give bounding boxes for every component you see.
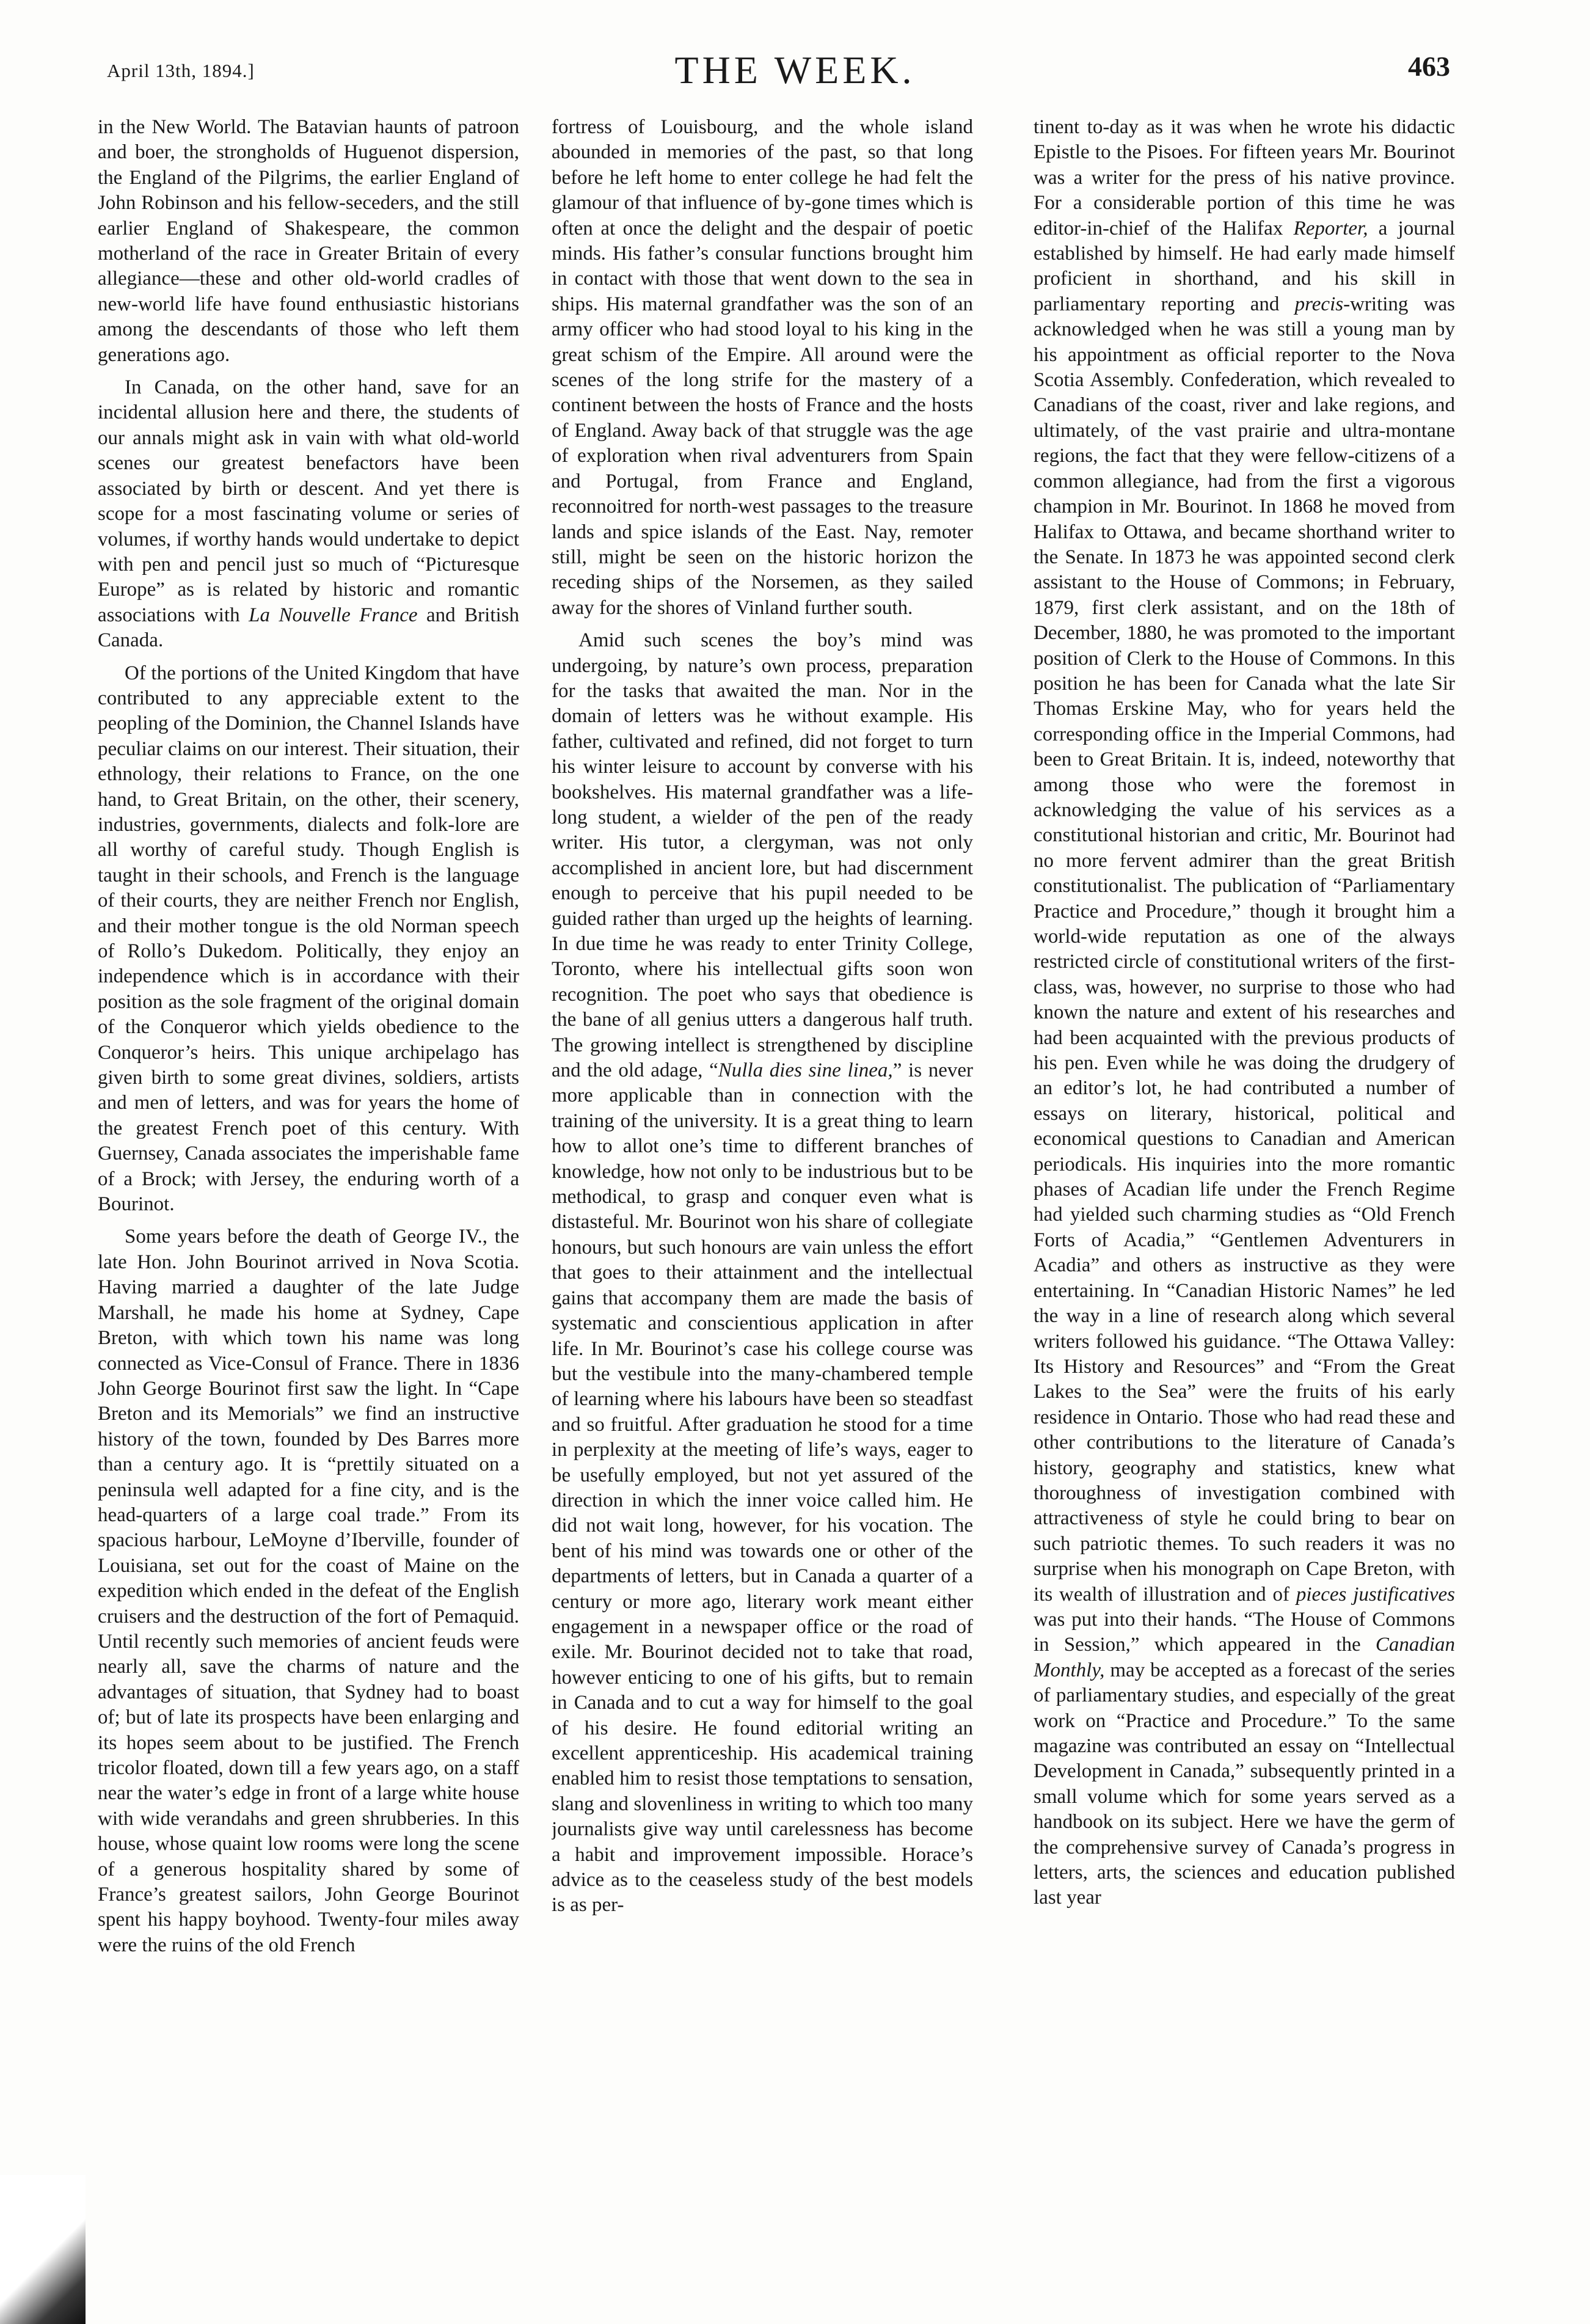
text-column-2 [552, 115, 973, 2290]
publication-title: THE WEEK. [674, 48, 916, 92]
paragraph [98, 375, 519, 653]
text-column-1 [98, 115, 519, 2290]
paragraph: Some years before the death of George IV., the late Hon. John Bourinot arrived in Nova Scotia. Having married a daughter of the late Judge Marshall, he made his home at Sydney, Cape Breton, with which town his name was long connected as Vice-Consul of France. There in 1836 John George Bourinot first saw the light. In “Cape Breton and its Memorials” we find an instructive history of the town, founded by Des Barres more than a century ago. It is “prettily situated on a peninsula well adapted for a fine city, and is the head-quarters of a large coal trade.” From its spacious harbour, LeMoyne d’Iberville, founder of Louisiana, set out for the coast of Maine on the expedition which ended in the defeat of the English cruisers and the destruction of the fort of Pemaquid. Until recently such memories of ancient feuds were nearly all, save the charms of nature and the advantages of situation, that Sydney had to boast of; but of late its prospects have been enlarging and its hopes seem about to be justified. The French tricolor floated, down till a few years ago, on a staff near the water’s edge in front of a large white house with wide verandahs and green shrubberies. In this house, whose quaint low rooms were long the scene of a generous hospitality shared by some of France’s greatest sailors, John George Bourinot spent his happy boyhood. Twenty-four miles away were the ruins of the old French [98, 1226, 519, 1956]
page-edge-shadow [0, 2175, 86, 2324]
italic-text: Canadian Monthly, [1034, 1634, 1455, 1681]
italic-text: pieces justificatives [1296, 1583, 1455, 1606]
page-number: 463 [1408, 51, 1450, 82]
issue-date: April 13th, 1894.] [107, 60, 255, 81]
text-run: -writing was acknowledged when he was still a young man by his appointment as official reporter to the Nova Scotia Assembly. Confederation, which revealed to Canadians of the coast, river and lake regions, and ultimately, of the vast prairie and ultra-montane regions, the fact that they were fellow-citizens of a common allegiance, had from the first a vigorous champion in Mr. Bourinot. In 1868 he moved from Halifax to Ottawa, and became shorthand writer to the Senate. In 1873 he was appointed second clerk assistant to the House of Commons; in February, 1879, first clerk assistant, and on the 18th of December, 1880, he was promoted to the important position of Clerk to the House of Commons. In this position he has been for Canada what the late Sir Thomas Erskine May, who for years held the corresponding office in the Imperial Commons, had been to Great Britain. It is, indeed, noteworthy that among those who were the foremost in acknowledging the value of his services as a constitutional historian and critic, Mr. Bourinot had no more fervent admirer than the great British constitutionalist. The publication of “Parliamentary Practice and Procedure,” though it brought him a world-wide reputation as one of the always restricted circle of constitutional writers of the first-class, was, however, no surprise to those who had known the nature and extent of his researches and had been acquainted with the previous products of his pen. Even while he was doing the drudgery of an editor’s lot, he had contributed a number of essays on literary, historical, political and economical questions to Canadian and American periodicals. His inquiries into the more romantic phases of Acadian life under the French Regime had yielded such charming studies as “Old French Forts of Acadia,” “Gentlemen Adventurers in Acadia” and others as instructive as they were entertaining. In “Canadian Historic Names” he led the way in a line of research along which several writers followed his guidance. “The Ottawa Valley: Its History and Resources” and “From the Great Lakes to the Sea” were the fruits of his early residence in Ontario. Those who had read these and other contributions to the literature of Canada’s history, geography and statistics, knew what thoroughness of investigation combined with attractiveness of style he could bring to bear on such patriotic themes. To such readers it was no surprise when his monograph on Cape Breton, with its wealth of illustration and of [1034, 293, 1455, 1606]
paragraph: Of the portions of the United Kingdom that have contributed to any appreciable extent to the peopling of the Dominion, the Channel Islands have peculiar claims on our interest. Their situation, their ethnology, their relations to France, on the one hand, to Great Britain, on the other, their scenery, industries, governments, dialects and folk-lore are all worthy of careful study. Though English is taught in their schools, and French is the language of their courts, they are neither French nor English, and their mother tongue is the old Norman speech of Rollo’s Dukedom. Politically, they enjoy an independence which is in accordance with their position as the sole fragment of the original domain of the Conqueror which yields obedience to the Conqueror’s heirs. This unique archipelago has given birth to some great divines, soldiers, artists and men of letters, and was for years the home of the greatest French poet of this century. With Guernsey, Canada associates the imperishable fame of a Brock; with Jersey, the enduring worth of a Bourinot. [98, 662, 519, 1216]
text-run: Amid such scenes the boy’s mind was undergoing, by nature’s own process, preparation for the tasks that awaited the man. Nor in the domain of letters was he without example. His father, cultivated and refined, did not forget to turn his winter leisure to account by converse with his bookshelves. His maternal grandfather was a life-long student, a wielder of the pen of the ready writer. His tutor, a clergyman, was not only accomplished in ancient lore, but had discernment enough to perceive that his pupil needed to be guided rather than urged up the heights of learning. In due time he was ready to enter Trinity College, Toronto, where his intellectual gifts soon won recognition. The poet who says that obedience is the bane of all genius utters a dangerous half truth. The growing intellect is strengthened by discipline and the old adage, “ [552, 629, 973, 1082]
text-column-3 [1034, 115, 1455, 2290]
italic-text: La Nouvelle France [249, 604, 418, 626]
text-run: may be accepted as a forecast of the series of parliamentary studies, and especially of the great work on “Practice and Procedure.” To the same magazine was contributed an essay on “Intellectual Development in Canada,” subsequently printed in a small volume which for some years served as a handbook on its subject. Here we have the germ of the comprehensive survey of Canada’s progress in letters, arts, the sciences and education published last year [1034, 1659, 1455, 1909]
italic-text: precis [1294, 293, 1344, 315]
italic-text: Reporter, [1293, 217, 1368, 239]
paragraph [1034, 115, 1455, 1911]
text-run: ” is never more applicable than in connection with the training of the university. It is a great thing to learn how to allot one’s time to different branches of knowledge, how not only to be industrious but to be methodical, to grasp and conquer even what is distasteful. Mr. Bourinot won his share of collegiate honours, but such honours are vain unless the effort that goes to their attainment and the intellectual gains that accompany them are made the basis of systematic and conscientious application in after life. In Mr. Bourinot’s case his college course was but the vestibule into the many-chambered temple of learning where his labours have been so steadfast and so fruitful. After graduation he stood for a time in perplexity at the meeting of life’s ways, eager to be usefully employed, but not yet assured of the direction in which the inner voice called him. He did not wait long, however, for his vocation. The bent of his mind was towards one or other of the departments of letters, but in Canada a quarter of a century or more ago, literary work meant either engagement in a newspaper office or the road of exile. Mr. Bourinot decided not to take that road, however enticing to one of his gifts, but to remain in Canada and to cut a way for himself to the goal of his desire. He found editorial writing an excellent apprenticeship. His academical training enabled him to resist those temptations to sensation, slang and slovenliness in writing to which too many journalists give way until carelessness has become a habit and improvement impossible. Horace’s advice as to the ceaseless study of the best models is as per- [552, 1059, 973, 1917]
text-run: and British Canada. [98, 604, 519, 652]
text-run: a journal established by himself. He had early made himself proficient in shorthand, and his skill in parliamentary reporting and [1034, 217, 1455, 315]
text-run: In Canada, on the other hand, save for an incidental allusion here and there, the students of our annals might ask in vain with what old-world scenes our greatest benefactors have been associated by birth or descent. And yet there is scope for a most fascinating volume or series of volumes, if worthy hands would undertake to depict with pen and pencil just so much of “Picturesque Europe” as is related by historic and romantic associations with [98, 376, 519, 626]
text-run: was put into their hands. “The House of Commons in Session,” which appeared in the [1034, 1608, 1455, 1656]
paragraph: fortress of Louisbourg, and the whole island abounded in memories of the past, so that long before he left home to enter college he had felt the glamour of that influence of by-gone times which is often at once the delight and the despair of poetic minds. His father’s consular functions brought him in contact with those that went down to the sea in ships. His maternal grandfather was the son of an army officer who had stood loyal to his king in the great schism of the Empire. All around were the scenes of the long strife for the mastery of a continent between the hosts of France and the hosts of England. Away back of that struggle was the age of exploration when rival adventurers from Spain and Portugal, from France and England, reconnoitred for north-west passages to the treasure lands and spice islands of the East. Nay, remoter still, might be seen on the historic horizon the receding ships of the Norsemen, as they sailed away for the shores of Vinland further south. [552, 116, 973, 619]
paragraph [552, 628, 973, 1918]
italic-text: Nulla dies sine linea, [718, 1059, 893, 1082]
text-run: tinent to-day as it was when he wrote his didactic Epistle to the Pisoes. For fifteen years Mr. Bourinot was a writer for the press of his native province. For a considerable portion of this time he was editor-in-chief of the Halifax [1034, 116, 1455, 239]
paragraph: in the New World. The Batavian haunts of patroon and boer, the strongholds of Huguenot dispersion, the England of the Pilgrims, the earlier England of John Robinson and his fellow-seceders, and the still earlier England of Shakespeare, the common motherland of the race in Greater Britain of every allegiance—these and other old-world cradles of new-world life have found enthusiastic historians among the descendants of those who left them generations ago. [98, 116, 519, 366]
page-header [0, 43, 1590, 104]
